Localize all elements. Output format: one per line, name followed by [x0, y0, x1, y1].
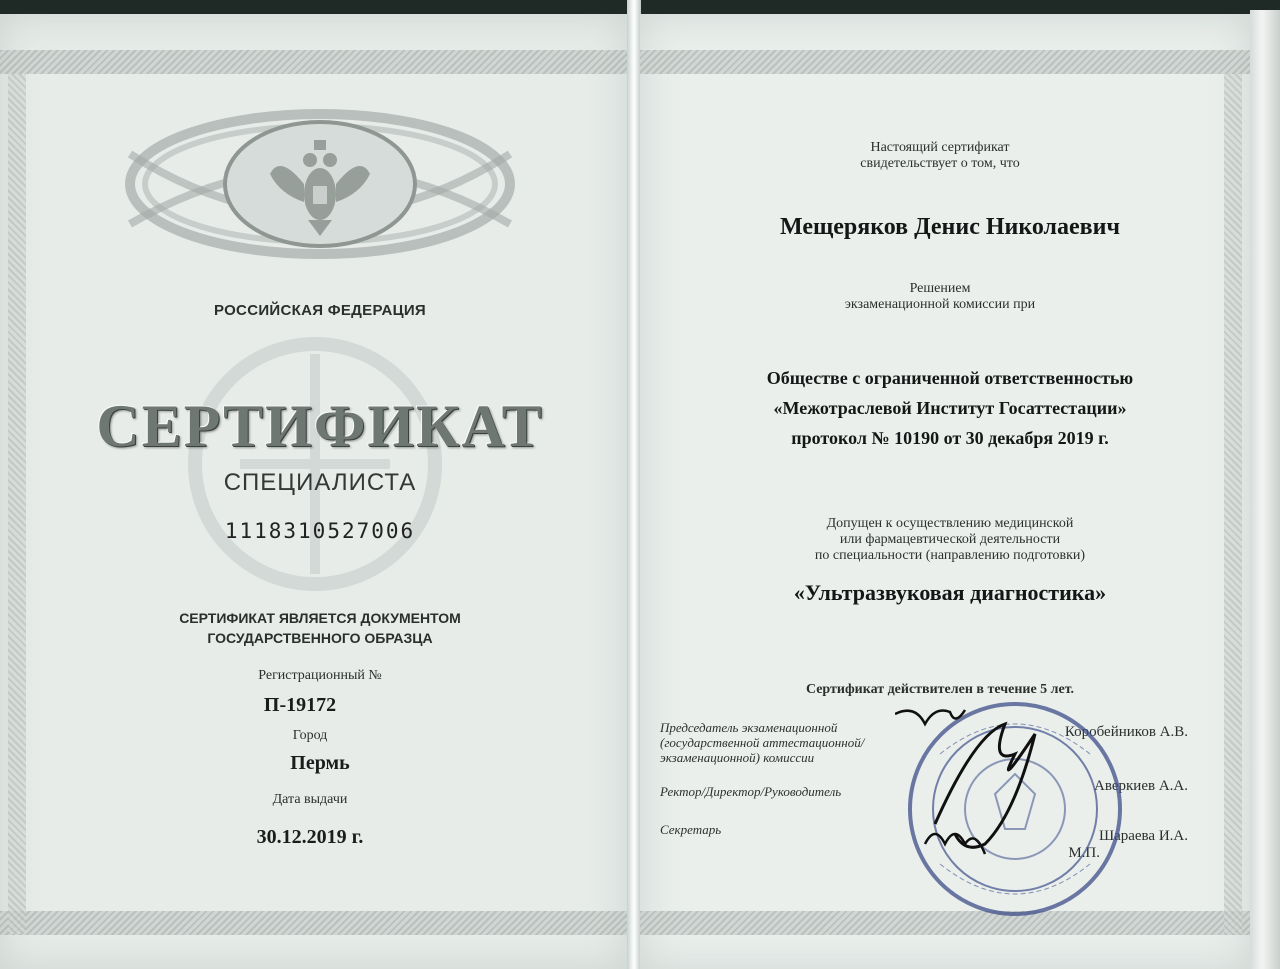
specialty-title: «Ультразвуковая диагностика»	[793, 580, 1107, 605]
registration-label: Регистрационный №	[258, 668, 382, 683]
document-note-line: СЕРТИФИКАТ ЯВЛЯЕТСЯ ДОКУМЕНТОМ	[179, 610, 461, 626]
guilloche-band-side	[1224, 74, 1242, 934]
organization-line: «Межотраслевой Институт Госаттестации»	[773, 398, 1127, 418]
secretary-role: Секретарь	[660, 822, 722, 837]
holder-name: Мещеряков Денис Николаевич	[779, 214, 1120, 240]
chair-role-line: (государственной аттестационной/	[660, 735, 865, 750]
coat-of-arms-ornament	[120, 74, 520, 304]
guilloche-band-top	[0, 50, 628, 74]
city-value: Пермь	[290, 752, 350, 774]
admission-line: или фармацевтической деятельности	[839, 532, 1061, 547]
decision-text	[760, 281, 1120, 313]
city-label: Город	[292, 728, 328, 743]
intro-line: свидетельствует о том, что	[860, 156, 1020, 171]
booklet-spine	[627, 0, 641, 969]
decision-line: Решением	[909, 281, 971, 296]
organization-block	[680, 363, 1220, 453]
issue-date-value: 30.12.2019 г.	[256, 826, 364, 848]
page-edge	[1250, 10, 1280, 969]
admission-line: Допущен к осуществлению медицинской	[826, 516, 1074, 531]
seal-place-label: М.П.	[1068, 845, 1100, 861]
chair-role-line: Председатель экзаменационной	[660, 720, 838, 735]
admission-text	[740, 516, 1160, 564]
country-label: РОССИЙСКАЯ ФЕДЕРАЦИЯ	[213, 302, 426, 319]
registration-number: П-19172	[263, 694, 337, 716]
certificate-number: 1118310527006	[224, 519, 416, 543]
intro-line: Настоящий сертификат	[870, 140, 1010, 155]
validity-text: Сертификат действителен в течение 5 лет.	[805, 682, 1075, 697]
handwritten-signature	[895, 704, 1115, 874]
certificate-right-page	[640, 14, 1250, 969]
issue-date-label: Дата выдачи	[272, 792, 348, 807]
certificate-title: СЕРТИФИКАТ	[96, 393, 544, 459]
chair-role-line: экзаменационной) комиссии	[660, 750, 815, 765]
chair-name: Коробейников А.В.	[1064, 724, 1188, 740]
guilloche-band-top	[640, 50, 1250, 74]
watermark-emblem-icon	[130, 314, 500, 614]
guilloche-band-side	[8, 74, 26, 934]
state-document-note	[100, 608, 540, 648]
certificate-subtitle: СПЕЦИАЛИСТА	[223, 469, 417, 496]
intro-text	[790, 140, 1090, 172]
rector-name: Аверкиев А.А.	[1094, 778, 1188, 794]
guilloche-band-bottom	[0, 911, 628, 935]
secretary-name: Шараева И.А.	[1098, 828, 1188, 844]
certificate-left-page	[0, 14, 629, 969]
chair-role	[660, 720, 864, 765]
protocol-line: протокол № 10190 от 30 декабря 2019 г.	[791, 428, 1109, 448]
organization-line: Обществе с ограниченной ответственностью	[766, 368, 1134, 388]
document-note-line: ГОСУДАРСТВЕННОГО ОБРАЗЦА	[207, 630, 433, 646]
admission-line: по специальности (направлению подготовки)	[814, 548, 1086, 563]
decision-line: экзаменационной комиссии при	[844, 297, 1036, 312]
rector-role: Ректор/Директор/Руководитель	[660, 784, 842, 799]
